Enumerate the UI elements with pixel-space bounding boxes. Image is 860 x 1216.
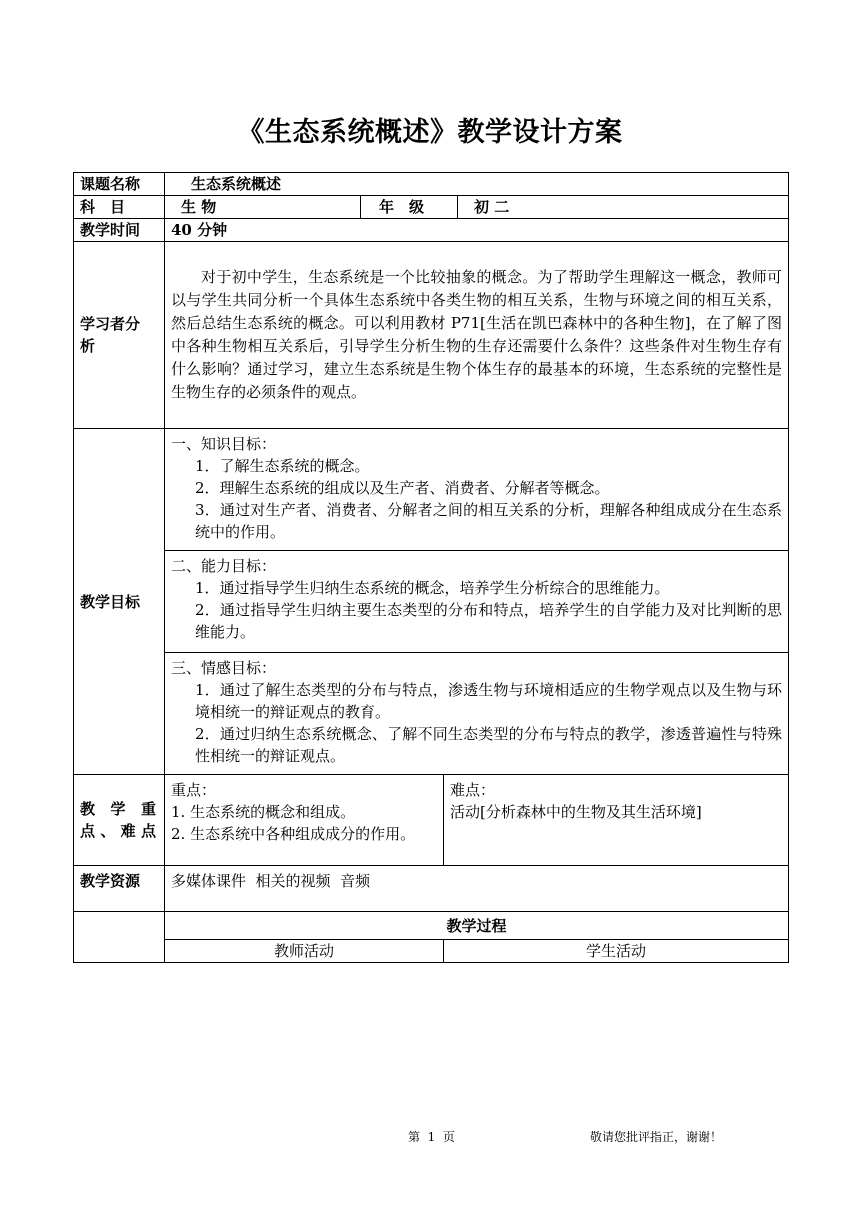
time-label: 教学时间: [74, 219, 165, 242]
ability-item-1: 1．通过指导学生归纳生态系统的概念，培养学生分析综合的思维能力。: [195, 579, 670, 597]
emotion-heading: 三、情感目标：: [171, 659, 277, 677]
ability-goals: [165, 551, 789, 653]
knowledge-item-2: 2．理解生态系统的组成以及生产者、消费者、分解者等概念。: [195, 479, 610, 497]
ability-heading: 二、能力目标：: [171, 557, 277, 575]
resources-value: 多媒体课件 相关的视频 音频: [165, 866, 789, 912]
time-value: 40 分钟: [165, 219, 789, 242]
grade-value: 初 二: [458, 196, 789, 219]
process-blank-cell: [74, 912, 165, 963]
knowledge-heading: 一、知识目标：: [171, 435, 277, 453]
emotion-goals: [165, 653, 789, 775]
key-heading: 重点：: [171, 781, 217, 799]
student-activity-header: 学生活动: [444, 940, 789, 963]
row-learner: [74, 242, 789, 429]
row-process-columns: [74, 940, 789, 963]
subject-label: 科 目: [74, 196, 165, 219]
topic-value: 生态系统概述: [165, 173, 789, 196]
row-resources: [74, 866, 789, 912]
ability-item-2: 2．通过指导学生归纳主要生态类型的分布和特点，培养学生的自学能力及对比判断的思维能力。: [195, 601, 783, 641]
lesson-plan-table: [73, 172, 789, 963]
keypoints-label: 教 学 重点、难点: [74, 775, 165, 866]
learner-text: 对于初中学生，生态系统是一个比较抽象的概念。为了帮助学生理解这一概念，教师可以与学生共同分析一个具体生态系统中各类生物的相互关系，生物与环境之间的相互关系，然后总结生态系统的概念。可以利用教材 P71[生活在凯巴森林中的各种生物]，在了解了图中各种生物相互关系后，引导学生分析生物的生存还需要什么条件？这些条件对生物生存有什么影响？通过学习，建立生态系统是生物个体生存的最基本的环境，生态系统的完整性是生物生存的必须条件的观点。: [165, 242, 789, 429]
emotion-item-1: 1．通过了解生态类型的分布与特点，渗透生物与环境相适应的生物学观点以及生物与环境相统一的辩证观点的教育。: [195, 681, 783, 721]
hard-heading: 难点：: [450, 781, 496, 799]
row-keypoints: [74, 775, 789, 866]
knowledge-item-3: 3．通过对生产者、消费者、分解者之间的相互关系的分析，理解各种组成成分在生态系统中的作用。: [195, 501, 783, 541]
row-time: [74, 219, 789, 242]
knowledge-item-1: 1．了解生态系统的概念。: [195, 457, 370, 475]
document-title: 《生态系统概述》教学设计方案: [237, 117, 623, 148]
key-points: [165, 775, 444, 866]
page-number: 第 1 页: [408, 1130, 455, 1144]
topic-label: 课题名称: [74, 173, 165, 196]
learner-label: 学习者分析: [74, 242, 165, 429]
hard-text: 活动[分析森林中的生物及其生活环境]: [450, 803, 702, 821]
emotion-item-2: 2．通过归纳生态系统概念、了解不同生态类型的分布与特点的教学，渗透普遍性与特殊性相统一的辩证观点。: [195, 725, 783, 765]
row-topic: [74, 173, 789, 196]
process-heading: 教学过程: [165, 912, 789, 940]
teacher-activity-header: 教师活动: [165, 940, 444, 963]
footer-note: 敬请您批评指正，谢谢！: [590, 1130, 723, 1144]
row-goals-ability: [74, 551, 789, 653]
subject-value: 生 物: [165, 196, 361, 219]
row-goals-knowledge: [74, 429, 789, 551]
resources-label: 教学资源: [74, 866, 165, 912]
goals-label: 教学目标: [74, 429, 165, 775]
knowledge-goals: [165, 429, 789, 551]
row-goals-emotion: [74, 653, 789, 775]
key-item-2: 2. 生态系统中各种组成成分的作用。: [171, 825, 416, 843]
key-item-1: 1. 生态系统的概念和组成。: [171, 803, 356, 821]
hard-points: [444, 775, 789, 866]
grade-label: 年 级: [361, 196, 458, 219]
row-subject: [74, 196, 789, 219]
row-process-heading: [74, 912, 789, 940]
